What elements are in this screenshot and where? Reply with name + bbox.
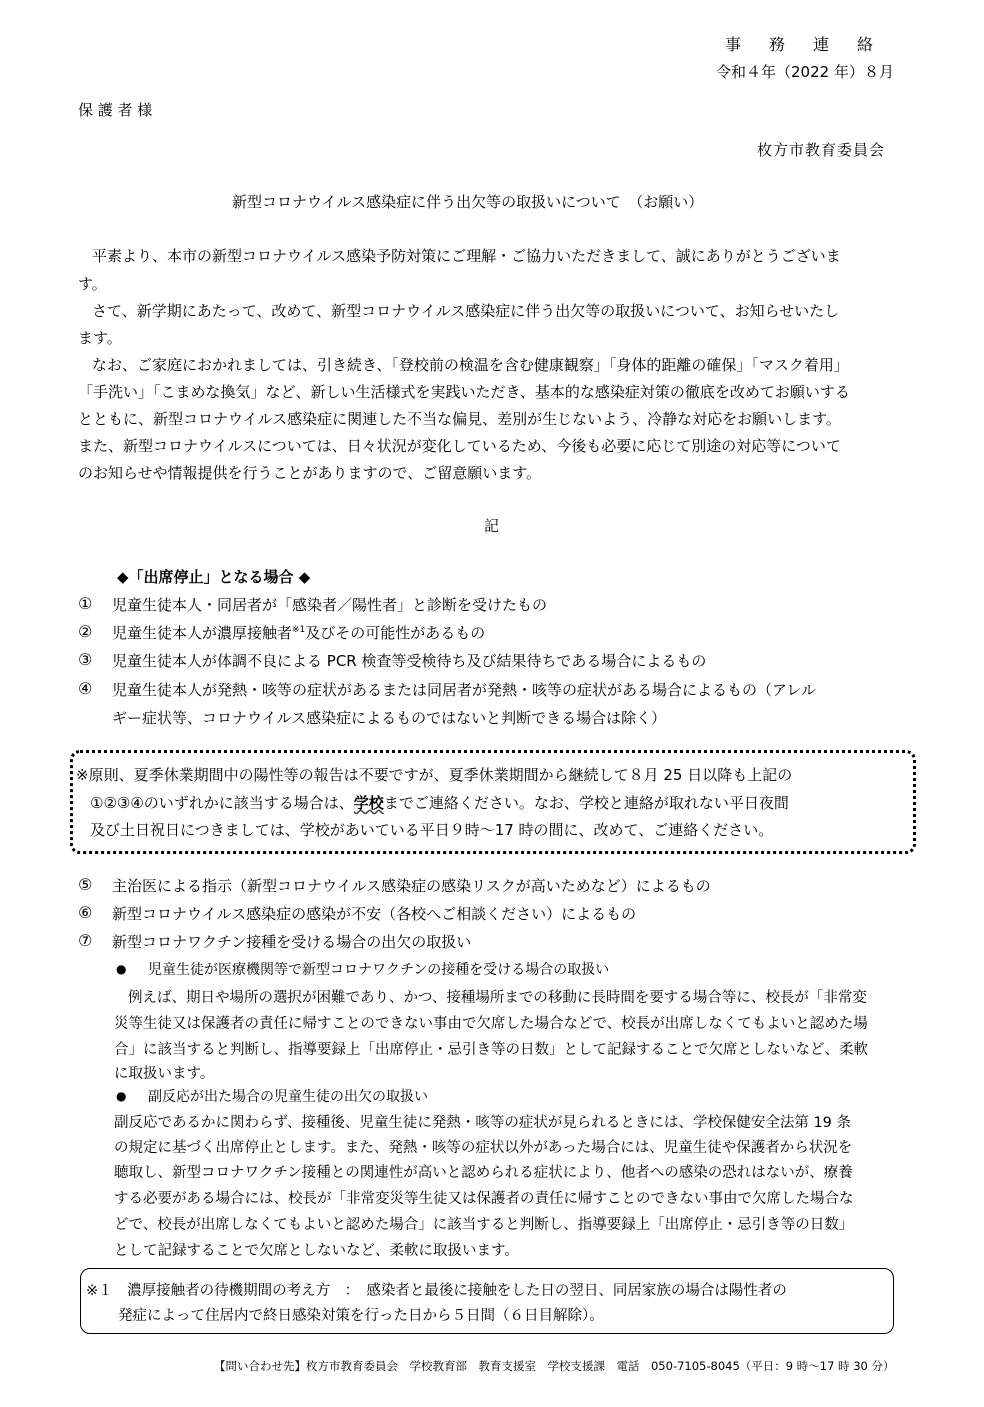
- item-number: ①: [78, 594, 93, 613]
- item-text: ギー症状等、コロナウイルス感染症によるものではないと判断できる場合は除く）: [112, 709, 667, 727]
- item-text: [112, 622, 485, 643]
- bullet-icon: ●: [116, 1089, 127, 1103]
- notice-text: ①②③④のいずれかに該当する場合は、: [90, 794, 354, 812]
- school-emphasis: 学校: [353, 794, 384, 812]
- vaccine-text-line: 合」に該当すると判断し、指導要録上「出席停止・忌引き等の日数」として記録することで欠席としないなど、柔軟: [114, 1042, 868, 1058]
- intro-line: ます。: [78, 329, 122, 347]
- vaccine-text-line: 例えば、期日や場所の選択が困難であり、かつ、接種場所までの移動に長時間を要する場合等に、校長が「非常変: [128, 990, 867, 1006]
- section-heading: ◆「出席停止」となる場合 ◆: [117, 568, 311, 586]
- vaccine-text-line: として記録することで欠席としないなど、柔軟に取扱います。: [114, 1243, 519, 1259]
- addressee: 保 護 者 様: [78, 101, 153, 119]
- bullet-title: 副反応が出た場合の児童生徒の出欠の取扱い: [148, 1089, 428, 1105]
- item-number: ⑦: [78, 931, 93, 950]
- contact-info: 【問い合わせ先】枚方市教育委員会 学校教育部 教育支援室 学校支援課 電話 050-7105-8045（平日：9 時～17 時 30 分）: [214, 1359, 895, 1373]
- ki-marker: 記: [484, 517, 500, 535]
- item-text: 主治医による指示（新型コロナウイルス感染症の感染リスクが高いためなど）によるもの: [112, 877, 711, 895]
- intro-line: さて、新学期にあたって、改めて、新型コロナウイルス感染症に伴う出欠等の取扱いについて、お知らせいたし: [92, 302, 840, 320]
- item-number: ④: [78, 679, 93, 698]
- intro-line: とともに、新型コロナウイルス感染症に関連した不当な偏見、差別が生じないよう、冷静な対応をお願いします。: [78, 410, 841, 428]
- vaccine-text-line: する必要がある場合には、校長が「非常変災等生徒又は保護者の責任に帰すことのできない事由で欠席した場合な: [114, 1191, 854, 1207]
- intro-line: 平素より、本市の新型コロナウイルス感染予防対策にご理解・ご協力いただきまして、誠にありがとうございま: [92, 247, 841, 265]
- item-number: ⑥: [78, 903, 93, 922]
- item-text-part: 及びその可能性があるもの: [305, 624, 486, 642]
- footnote-line: 発症によって住居内で終日感染対策を行った日から５日間（６日目解除）。: [118, 1308, 604, 1324]
- notice-text: までご連絡ください。なお、学校と連絡が取れない平日夜間: [383, 794, 789, 812]
- item-number: ③: [78, 650, 93, 669]
- intro-line: のお知らせや情報提供を行うことがありますので、ご留意願います。: [78, 464, 542, 482]
- notice-line: 及び土日祝日につきましては、学校があいている平日９時～17 時の間に、改めて、ご連絡ください。: [90, 821, 774, 839]
- vaccine-text-line: 副反応であるかに関わらず、接種後、児童生徒に発熱・咳等の症状が見られるときには、学校保健安全法第 19 条: [114, 1115, 852, 1131]
- item-text: 新型コロナウイルス感染症の感染が不安（各校へご相談ください）によるもの: [112, 905, 637, 923]
- item-number: ②: [78, 622, 93, 641]
- footnote-ref: ※1: [292, 625, 306, 635]
- item-text: 新型コロナワクチン接種を受ける場合の出欠の取扱い: [112, 933, 472, 951]
- vaccine-text-line: の規定に基づく出席停止とします。また、発熱・咳等の症状以外があった場合には、児童生徒や保護者から状況を: [114, 1140, 853, 1156]
- bullet-icon: ●: [116, 962, 127, 976]
- item-number: ⑤: [78, 875, 93, 894]
- intro-line: す。: [78, 275, 107, 293]
- vaccine-text-line: に取扱います。: [114, 1066, 215, 1082]
- item-text: 児童生徒本人・同居者が「感染者／陽性者」と診断を受けたもの: [112, 596, 548, 614]
- sender: 枚方市教育委員会: [757, 141, 886, 159]
- intro-line: 「手洗い」「こまめな換気」など、新しい生活様式を実践いただき、基本的な感染症対策の徹底を改めてお願いする: [78, 383, 850, 401]
- vaccine-text-line: どで、校長が出席しなくてもよいと認めた場合」に該当すると判断し、指導要録上「出席停止・忌引き等の日数」: [114, 1217, 854, 1233]
- intro-line: また、新型コロナウイルスについては、日々状況が変化しているため、今後も必要に応じて別途の対応等について: [78, 437, 841, 455]
- item-text: 児童生徒本人が発熱・咳等の症状があるまたは同居者が発熱・咳等の症状がある場合によるもの（アレル: [112, 681, 817, 699]
- document-date: 令和４年（2022 年）８月: [716, 63, 894, 81]
- bullet-title: 児童生徒が医療機関等で新型コロナワクチンの接種を受ける場合の取扱い: [148, 962, 610, 978]
- item-text-part: 児童生徒本人が濃厚接触者: [112, 624, 293, 642]
- notice-line: [90, 792, 789, 813]
- intro-line: なお、ご家庭におかれましては、引き続き、「登校前の検温を含む健康観察」「身体的距離の確保」「マスク着用」: [92, 356, 849, 374]
- item-text: 児童生徒本人が体調不良による PCR 検査等受検待ち及び結果待ちである場合によるもの: [112, 652, 707, 670]
- notice-line: ※原則、夏季休業期間中の陽性等の報告は不要ですが、夏季休業期間から継続して８月 25 日以降も上記の: [76, 766, 793, 784]
- document-title: 新型コロナウイルス感染症に伴う出欠等の取扱いについて （お願い）: [232, 193, 704, 211]
- footnote-line: ※１ 濃厚接触者の待機期間の考え方 ： 感染者と最後に接触をした日の翌日、同居家族の場合は陽性者の: [86, 1283, 787, 1299]
- vaccine-text-line: 聴取し、新型コロナワクチン接種との関連性が高いと認められる症状により、他者への感染の恐れはないが、療養: [114, 1165, 853, 1181]
- notice-type: 事 務 連 絡: [725, 35, 880, 54]
- vaccine-text-line: 災等生徒又は保護者の責任に帰すことのできない事由で欠席した場合などで、校長が出席しなくてもよいと認めた場: [114, 1016, 868, 1032]
